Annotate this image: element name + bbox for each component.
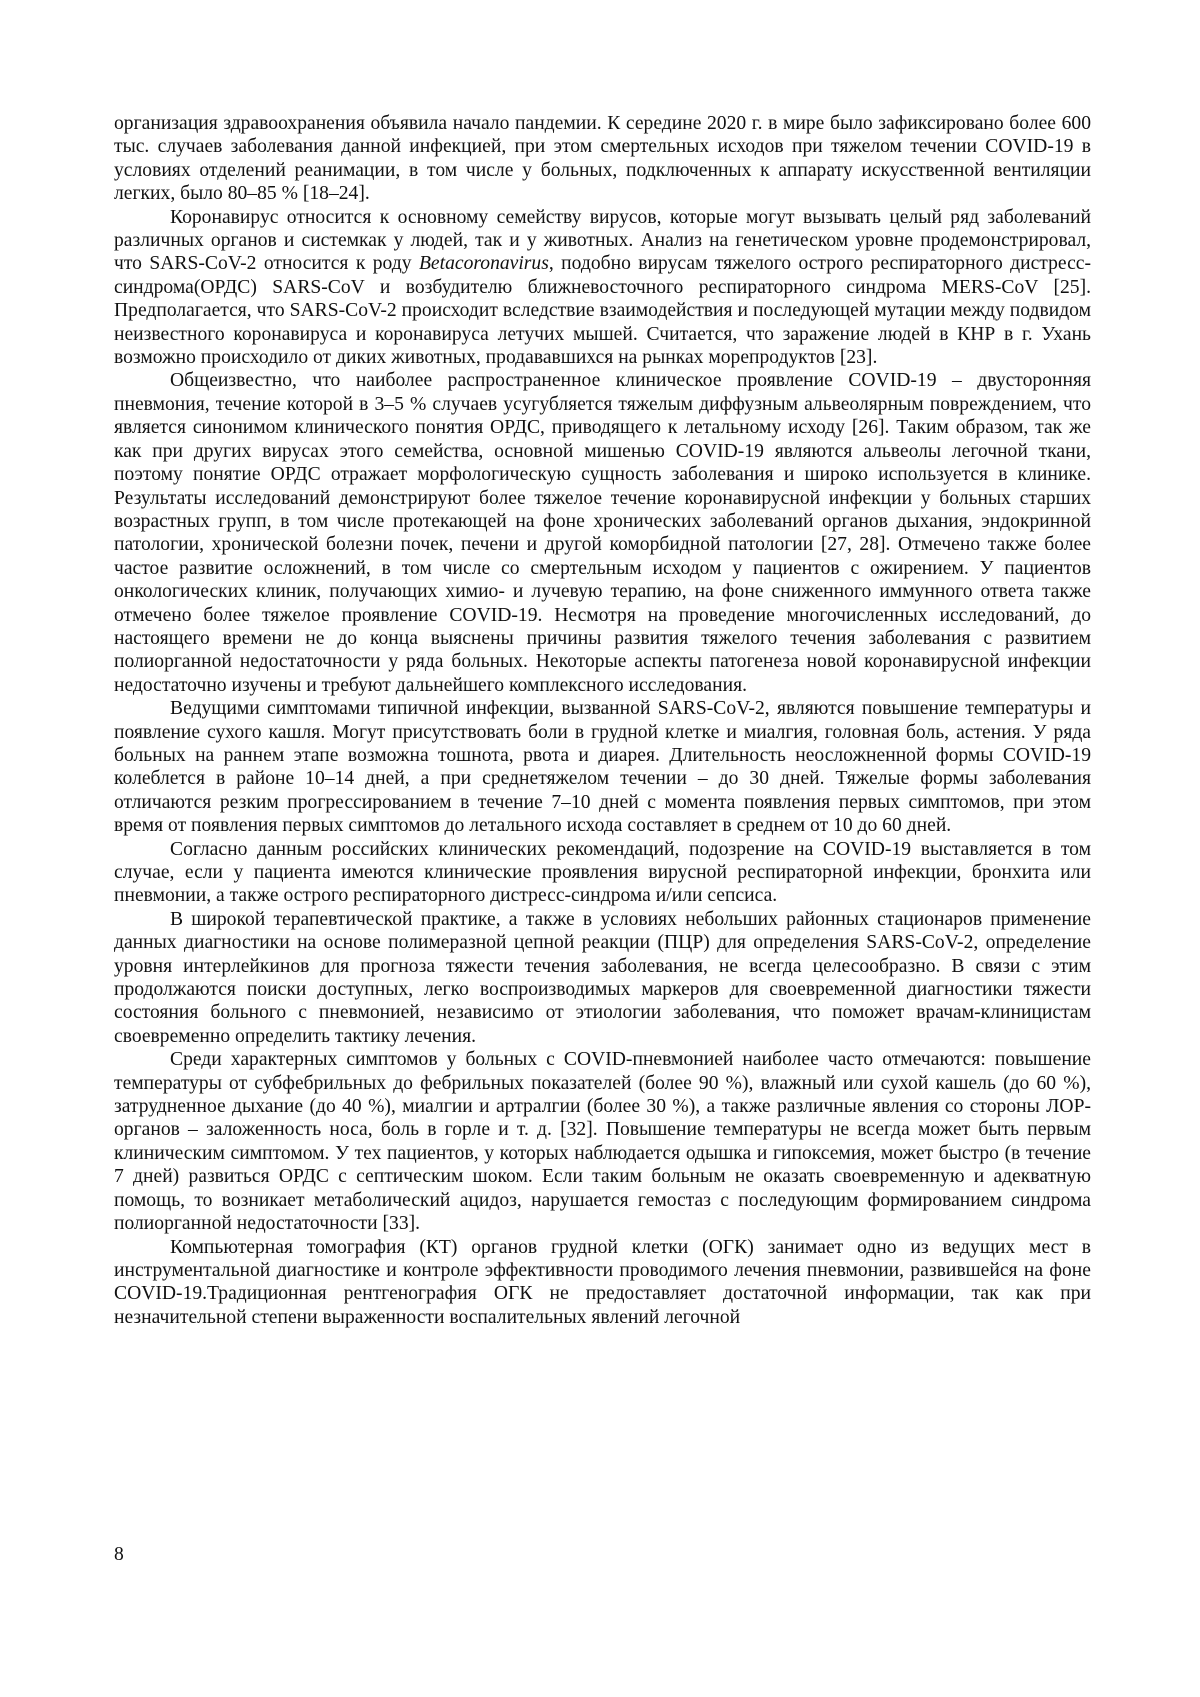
paragraph-1 bbox=[114, 112, 1091, 206]
genus-name-italic: Betacoronavirus bbox=[418, 253, 549, 275]
paragraph-3 bbox=[114, 369, 1091, 697]
text-segment: Ведущими симптомами типичной инфекции, вызванной SARS-CoV-2, являются повышение температуры и появление сухого кашля. Могут присутствовать боли в грудной клетке и миалгия, головная боль, астения. У ряда больных на раннем этапе возможна тошнота, рвота и диарея. Длительность неосложненной формы COVID-19 колеблется в районе 10–14 дней, а при среднетяжелом течении – до 30 дней. Тяжелые формы заболевания отличаются резким прогрессированием в течение 7–10 дней с момента появления первых симптомов, при этом время от появления первых симптомов до летального исхода составляет в среднем от 10 до 60 дней. bbox=[114, 698, 1091, 837]
text-segment: Среди характерных симптомов у больных с COVID-пневмонией наиболее часто отмечаются: повышение температуры от субфебрильных до фебрильных показателей (более 90 %), влажный или сухой кашель (до 60 %), затрудненное дыхание (до 40 %), миалгии и артралгии (более 30 %), а также различные явления со стороны ЛОР-органов – заложенность носа, боль в горле и т. д. [32]. Повышение температуры не всегда может быть первым клиническим симптомом. У тех пациентов, у которых наблюдается одышка и гипоксемия, может быстро (в течение 7 дней) развиться ОРДС с септическим шоком. Если таким больным не оказать своевременную и адекватную помощь, то возникает метаболический ацидоз, нарушается гемостаз с последующим формированием синдрома полиорганной недостаточности [33]. bbox=[114, 1049, 1091, 1235]
page-number: 8 bbox=[114, 1544, 124, 1565]
paragraph-8 bbox=[114, 1236, 1091, 1330]
paragraph-5 bbox=[114, 838, 1091, 908]
paragraph-6 bbox=[114, 908, 1091, 1048]
text-segment: В широкой терапевтической практике, а также в условиях небольших районных стационаров применение данных диагностики на основе полимеразной цепной реакции (ПЦР) для определения SARS-CoV-2, определение уровня интерлейкинов для прогноза тяжести течения заболевания, не всегда целесообразно. В связи с этим продолжаются поиски доступных, легко воспроизводимых маркеров для своевременной диагностики тяжести состояния больного с пневмонией, независимо от этиологии заболевания, что поможет врачам-клиницистам своевременно определить тактику лечения. bbox=[114, 908, 1091, 1047]
text-segment: Согласно данным российских клинических рекомендаций, подозрение на COVID-19 выставляется в том случае, если у пациента имеются клинические проявления вирусной респираторной инфекции, бронхита или пневмонии, а также острого респираторного дистресс-синдрома и/или сепсиса. bbox=[114, 838, 1091, 907]
document-body bbox=[114, 112, 1091, 1329]
paragraph-2 bbox=[114, 206, 1091, 370]
text-segment: , подобно вирусам тяжелого острого респираторного дистресс-синдрома(ОРДС) SARS-CoV и возбудителю ближневосточного респираторного синдрома MERS-CoV [25]. Предполагается, что SARS-CoV-2 происходит вследствие взаимодействия и последующей мутации между подвидом неизвестного коронавируса и коронавируса летучих мышей. Считается, что заражение людей в КНР в г. Ухань возможно происходило от диких животных, продававшихся на рынках морепродуктов [23]. bbox=[114, 253, 1091, 369]
text-segment: Компьютерная томография (КТ) органов грудной клетки (ОГК) занимает одно из ведущих мест в инструментальной диагностике и контроле эффективности проводимого лечения пневмонии, развившейся на фоне COVID-19.Традиционная рентгенография ОГК не предоставляет достаточной информации, так как при незначительной степени выраженности воспалительных явлений легочной bbox=[114, 1236, 1091, 1328]
paragraph-7 bbox=[114, 1048, 1091, 1235]
text-segment: Общеизвестно, что наиболее распространенное клиническое проявление COVID-19 – двусторонняя пневмония, течение которой в 3–5 % случаев усугубляется тяжелым диффузным альвеолярным повреждением, что является синонимом клинического понятия ОРДС, приводящего к летальному исходу [26]. Таким образом, так же как при других вирусах этого семейства, основной мишенью COVID-19 являются альвеолы легочной ткани, поэтому понятие ОРДС отражает морфологическую сущность заболевания и широко используется в клинике. Результаты исследований демонстрируют более тяжелое течение коронавирусной инфекции у больных старших возрастных групп, в том числе протекающей на фоне хронических заболеваний органов дыхания, эндокринной патологии, хронической болезни почек, печени и другой коморбидной патологии [27, 28]. Отмечено также более частое развитие осложнений, в том числе со смертельным исходом у пациентов с ожирением. У пациентов онкологических клиник, получающих химио- и лучевую терапию, на фоне сниженного иммунного ответа также отмечено более тяжелое проявление COVID-19. Несмотря на проведение многочисленных исследований, до настоящего времени не до конца выяснены причины развития тяжелого течения заболевания с развитием полиорганной недостаточности у ряда больных. Некоторые аспекты патогенеза новой коронавирусной инфекции недостаточно изучены и требуют дальнейшего комплексного исследования. bbox=[114, 370, 1091, 696]
paragraph-4 bbox=[114, 697, 1091, 837]
text-segment: организация здравоохранения объявила начало пандемии. К середине 2020 г. в мире было зафиксировано более 600 тыс. случаев заболевания данной инфекцией, при этом смертельных исходов при тяжелом течении COVID-19 в условиях отделений реанимации, в том числе у больных, подключенных к аппарату искусственной вентиляции легких, было 80–85 % [18–24]. bbox=[114, 113, 1091, 205]
text-segment: Коронавирус относится к основному семейству вирусов, которые могут вызывать целый ряд заболеваний различных органов и системкак у людей, так и у животных. Анализ на генетическом уровне продемонстрировал, что SARS-CoV-2 относится к роду bbox=[114, 206, 1091, 275]
